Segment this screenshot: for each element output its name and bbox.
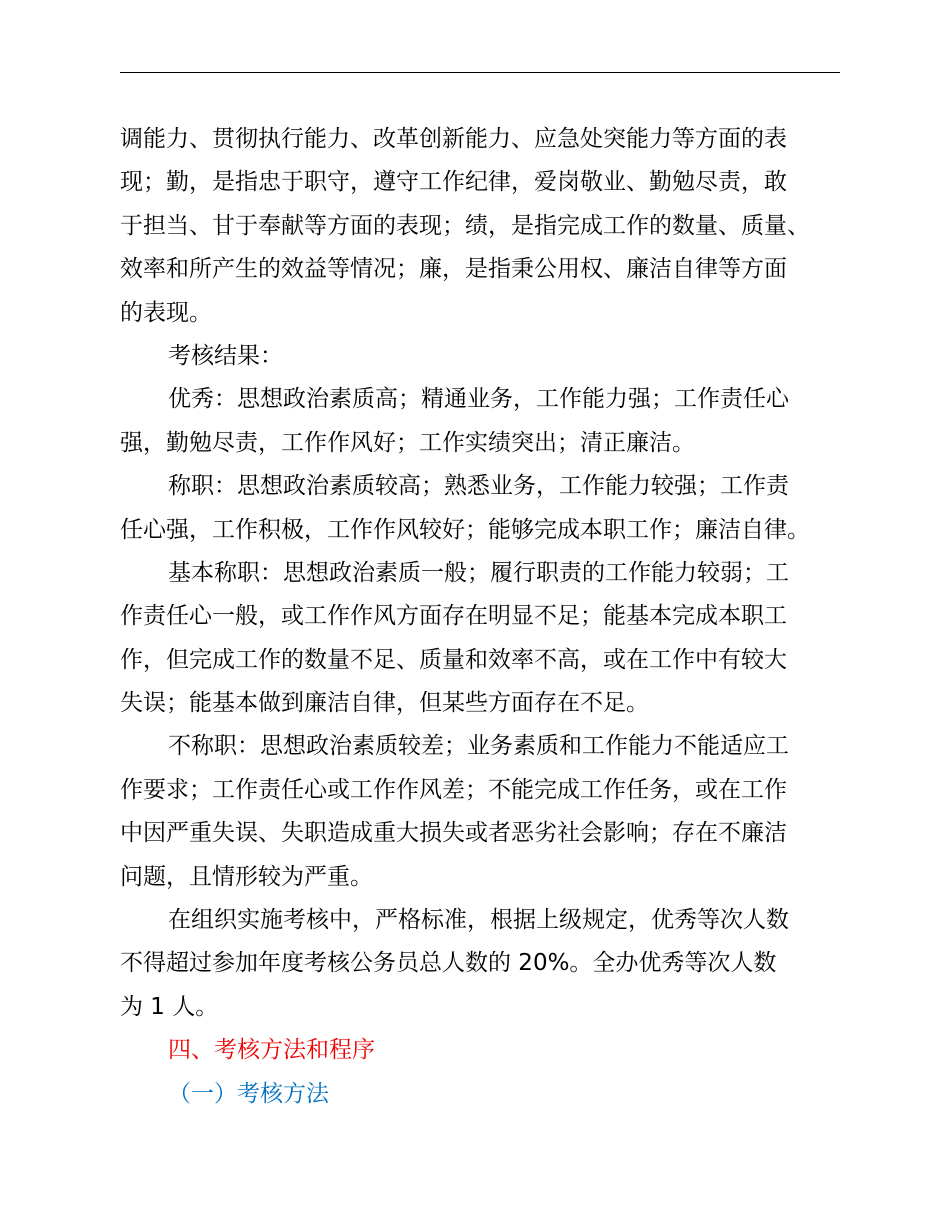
body-text (120, 118, 840, 1116)
text-line: 作要求；工作责任心或工作作风差；不能完成工作任务，或在工作 (120, 776, 787, 803)
grade-basically-competent: 基本称职：思想政治素质一般；履行职责的工作能力较弱；工 (168, 559, 789, 586)
quota-paragraph: 在组织实施考核中，严格标准，根据上级规定，优秀等次人数 (168, 907, 789, 934)
document-page (120, 0, 840, 1230)
text-line: 效率和所产生的效益等情况；廉，是指秉公用权、廉洁自律等方面 (120, 256, 787, 283)
text-line: 问题，且情形较为严重。 (120, 863, 373, 890)
header-rule (120, 72, 840, 73)
text-line: 强，勤勉尽责，工作作风好；工作实绩突出；清正廉洁。 (120, 429, 695, 456)
text-line: 作责任心一般，或工作作风方面存在明显不足；能基本完成本职工 (120, 603, 787, 630)
section-heading: 四、考核方法和程序 (168, 1037, 375, 1064)
grade-excellent: 优秀：思想政治素质高；精通业务，工作能力强；工作责任心 (168, 386, 789, 413)
grade-competent: 称职：思想政治素质较高；熟悉业务，工作能力较强；工作责 (168, 473, 789, 500)
text-line: 中因严重失误、失职造成重大损失或者恶劣社会影响；存在不廉洁 (120, 820, 787, 847)
text-line: 作，但完成工作的数量不足、质量和效率不高，或在工作中有较大 (120, 646, 787, 673)
results-heading: 考核结果： (168, 342, 283, 369)
text-line: 的表现。 (120, 299, 212, 326)
text-line: 调能力、贯彻执行能力、改革创新能力、应急处突能力等方面的表 (120, 126, 787, 152)
text-line: 于担当、甘于奉献等方面的表现；绩，是指完成工作的数量、质量、 (120, 212, 810, 239)
text-line: 失误；能基本做到廉洁自律，但某些方面存在不足。 (120, 690, 649, 717)
subsection-heading: （一）考核方法 (168, 1080, 329, 1107)
text-line: 为 1 人。 (120, 993, 219, 1020)
text-line: 不得超过参加年度考核公务员总人数的 20%。全办优秀等次人数 (120, 950, 777, 977)
text-line: 任心强，工作积极，工作作风较好；能够完成本职工作；廉洁自律。 (120, 516, 810, 543)
grade-incompetent: 不称职：思想政治素质较差；业务素质和工作能力不能适应工 (168, 733, 789, 760)
text-line: 现；勤，是指忠于职守，遵守工作纪律，爱岗敬业、勤勉尽责，敢 (120, 169, 787, 196)
